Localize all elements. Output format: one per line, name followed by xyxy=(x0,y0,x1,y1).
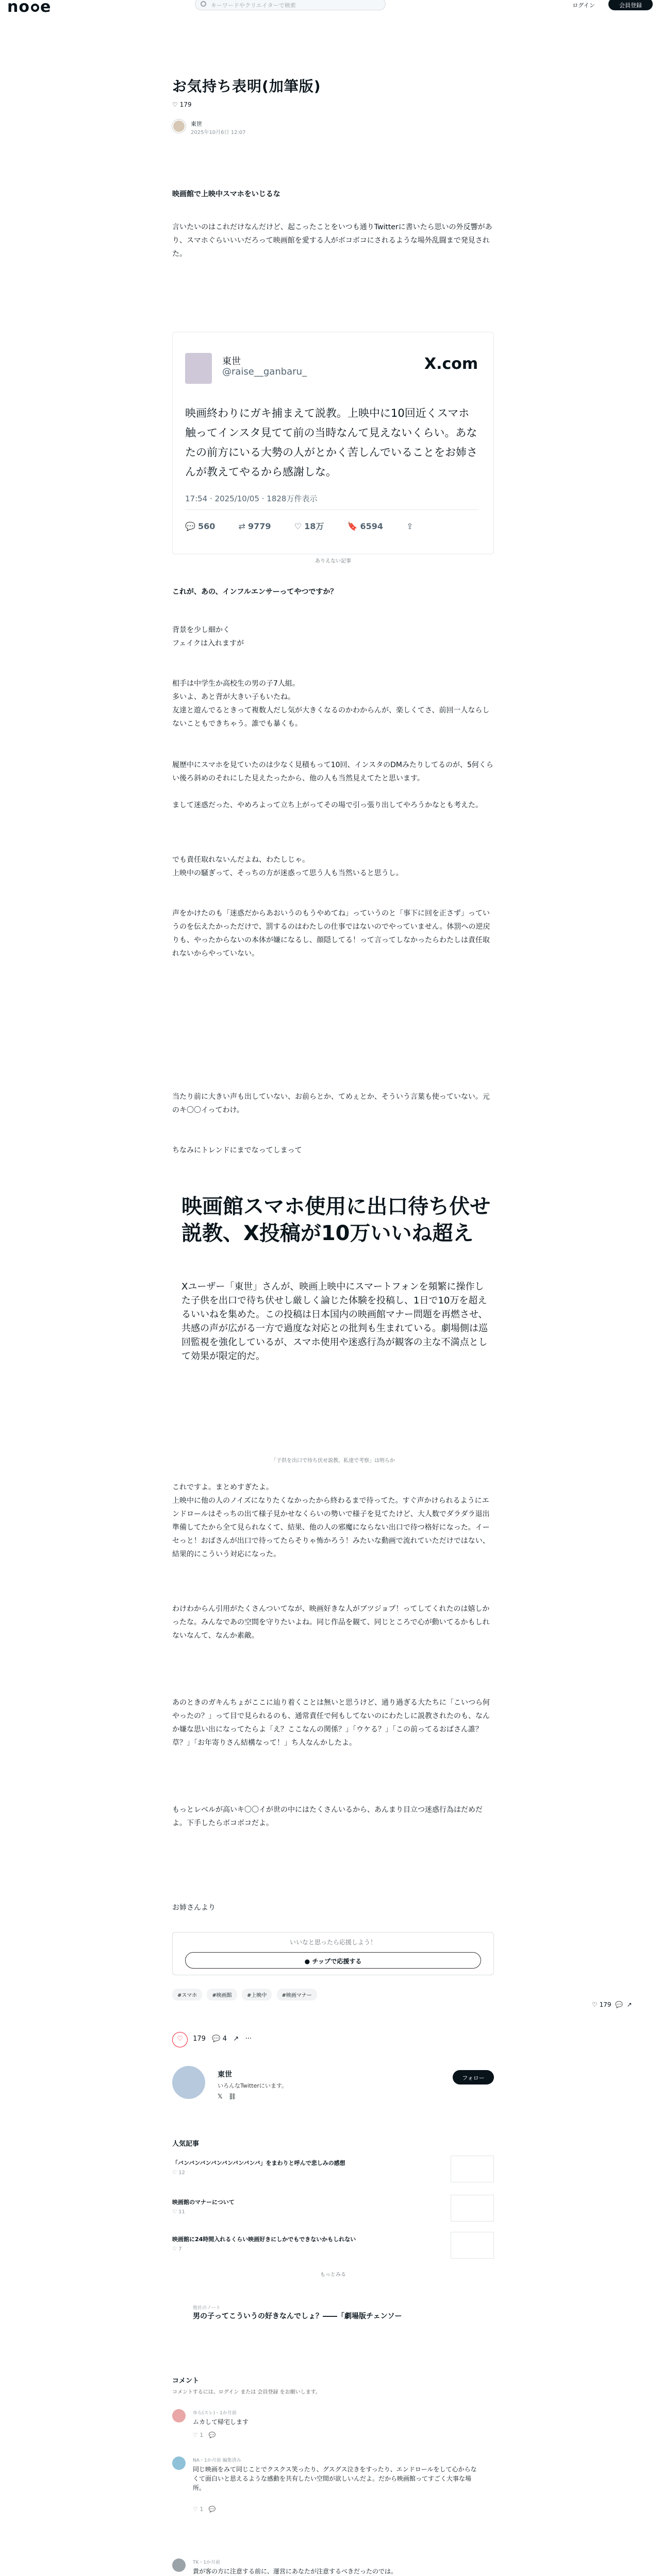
comment-like[interactable]: ♡ 1 💬 xyxy=(193,2506,216,2513)
p2-line-3: 友達と遊んでるときって複数人だし気が大きくなるのかわからんが、楽しくてさ、前回一人ならしないこともできちゃう。誰でも暴くも。 xyxy=(172,706,490,728)
publish-date: 2025年10月6日 12:07 xyxy=(191,130,246,135)
like-count: 179 xyxy=(193,2035,206,2043)
comment-icon[interactable]: 💬 xyxy=(212,2035,223,2043)
link-icon[interactable]: ⛓ xyxy=(228,2093,237,2100)
popular-item-thumbnail[interactable] xyxy=(451,2232,494,2259)
p12-paragraph: もっとレベルが高いキ〇〇イが世の中にはたくさんいるから、あんまり目立つ迷惑行為はだめだよ。下手したらボコボコだよ。 xyxy=(172,1806,483,1827)
author-name[interactable]: 東世 xyxy=(191,121,202,127)
profile-bio: いろんなTwitterにいます。 xyxy=(218,2082,287,2089)
embedded-tweet[interactable] xyxy=(172,332,494,554)
commenter-name[interactable]: ゆら(スレ)・1か月前 xyxy=(193,2411,237,2416)
comments-heading: コメント xyxy=(172,2377,200,2385)
tweet-bookmark[interactable]: 🔖 6594 xyxy=(347,521,383,531)
news-embed-image xyxy=(172,1193,494,1463)
magazine-link[interactable] xyxy=(172,2303,494,2334)
author-avatar[interactable] xyxy=(172,120,186,133)
p4-line-2: 上映中の騒ぎって、そっちの方が迷惑って思う人も当然いると思うし。 xyxy=(172,869,403,877)
news-body: Xユーザー「東世」さんが、映画上映中にスマートフォンを頻繁に操作した子供を出口で待ち伏せし厳しく論じた体験を投稿し、1日で10万を超えるいいねを集めた。この投稿は日本国内の映画館マナー問題を再燃させ、共感の声が広がる一方で過度な対応との批判も生まれている。劇場側は巡回監視を強化しているが、スマホ使用や迷惑行為が観客の主な不満点として効果が限定的だ。 xyxy=(181,1281,488,1362)
support-prompt: いいなと思ったら応援しよう！ xyxy=(289,1939,376,1946)
intro-paragraph: 言いたいのはこれだけなんだけど、起こったことをいつも通りTwitterに書いたら思いの外反響があり、スマホぐらいいいだろって映画館を愛する人がボコボコにされるような場外乱闘まで発見された。 xyxy=(172,223,492,258)
popular-item-title[interactable]: 「バンバンバンバンバンバンバンバ」をまわりと呼んで悲しみの感想 xyxy=(172,2160,345,2166)
p2-line-1: 相手は中学生か高校生の男の子7人組。 xyxy=(172,680,300,688)
heart-icon: ♡ xyxy=(172,101,180,108)
comment-text: 同じ映画をみて同じことでクスクス笑ったり、グスグス泣きをすったり、エンドロールをして心からなくて面白いと思えるような感動を共有したい空間が欲しいんだよ。だから映画館ってすごく大事な場所。 xyxy=(193,2466,477,2492)
author-profile xyxy=(172,2066,494,2117)
popular-item-title[interactable]: 映画館に24時間入れるくらい映画好きにしかでもできないかもしれない xyxy=(172,2236,356,2243)
side-like-counter[interactable]: ♡ 179 💬 ↗ xyxy=(592,2001,632,2008)
popular-heading: 人気記事 xyxy=(172,2140,200,2148)
article-like-count[interactable]: ♡ 179 xyxy=(172,101,192,108)
article-title: お気持ち表明(加筆版) xyxy=(172,78,321,95)
profile-avatar[interactable] xyxy=(172,2066,205,2099)
comment-login-note: コメントするには、ログイン または 会員登録 をお願いします。 xyxy=(172,2389,321,2395)
comment xyxy=(172,2558,494,2576)
popular-item-thumbnail[interactable] xyxy=(451,2195,494,2222)
popular-item[interactable] xyxy=(172,2156,494,2182)
social-icons xyxy=(218,2093,236,2100)
popular-item-thumbnail[interactable] xyxy=(451,2156,494,2182)
search-icon xyxy=(201,1,206,7)
more-icon[interactable]: ··· xyxy=(245,2035,252,2043)
p8-paragraph: これですよ。まとめすぎたよ。 xyxy=(172,1483,273,1492)
popular-item-likes: ♡ 7 xyxy=(172,2246,182,2252)
closing-signature: お姉さんより xyxy=(172,1904,216,1912)
signup-button[interactable]: 会員登録 xyxy=(608,0,653,10)
magazine-title[interactable]: 男の子ってこういうの好きなんでしょ？――「劇場版チェンソー xyxy=(193,2312,402,2320)
login-button[interactable]: ログイン xyxy=(572,2,595,9)
hashtag-list xyxy=(172,1989,320,2001)
tag-2[interactable]: #上映中 xyxy=(242,1989,272,2001)
popular-item-likes: ♡ 12 xyxy=(172,2170,185,2176)
search-input[interactable] xyxy=(195,0,386,10)
tag-3[interactable]: #映画マナー xyxy=(277,1989,317,2001)
tip-button[interactable]: ● チップで応援する xyxy=(185,1952,481,1969)
share-icon[interactable]: ↗ xyxy=(233,2035,239,2043)
tag-0[interactable]: #スマホ xyxy=(172,1989,202,2001)
comment-like[interactable]: ♡ 1 💬 xyxy=(193,2432,216,2438)
popular-item-likes: ♡ 11 xyxy=(172,2209,185,2215)
popular-item[interactable] xyxy=(172,2195,494,2222)
commenter-avatar[interactable] xyxy=(172,2558,186,2572)
support-box xyxy=(172,1932,494,1975)
x-logo[interactable]: X.com xyxy=(424,355,478,373)
p7-paragraph: ちなみにトレンドにまでなってしまって xyxy=(172,1146,302,1155)
commenter-name[interactable]: TK・1か月前 xyxy=(193,2560,221,2565)
see-more-link[interactable]: もっとみる xyxy=(320,2272,346,2278)
p6-paragraph: 当たり前に大きい声も出していない、お前らとか、てめぇとか、そういう言葉も使っていない。元のキ〇〇イってわけ。 xyxy=(172,1093,490,1114)
question-1: これが、あの、インフルエンサーってやつですか？ xyxy=(172,588,338,596)
news-caption: 「子供を出口で待ち伏せ説教、私達で考察」は明らか xyxy=(271,1458,395,1464)
tip-icon: ● xyxy=(304,1958,312,1965)
comment-text: 貴が客の方に注意する前に、運営にあなたが注意するべきだったのでは。 xyxy=(193,2568,398,2575)
share-icon[interactable]: ⇪ xyxy=(406,521,413,531)
commenter-avatar[interactable] xyxy=(172,2456,186,2470)
comment-count: 4 xyxy=(222,2035,227,2043)
commenter-avatar[interactable] xyxy=(172,2409,186,2422)
search-placeholder: キーワードやクリエイターで検索 xyxy=(211,2,296,9)
tweet-handle[interactable]: @raise__ganbaru_ xyxy=(222,366,307,377)
follow-button[interactable]: フォロー xyxy=(453,2070,494,2084)
p5-paragraph: 声をかけたのも「迷惑だからあおいうのもうやめてね」っていうのと「事下に回を正さず」っていうのを伝えたかっただけで、罰するのはわたしの仕事ではないのでやっていません。体罰への逆戻りも、やったからないの本体が嫌になるし、顔隠してる！って言ってしなかったらわたしは責任取れないからやっていない。 xyxy=(172,909,490,958)
p3-line-1: 履歴中にスマホを見ていたのは少なく見積もって10回、インスタのDMみたりしてるのが、5何くらい後ろ斜めのそれにした見えたったから、他の人も当然見えてたと思います。 xyxy=(172,761,493,783)
tweet-caption: ありえない記事 xyxy=(315,558,351,564)
tag-1[interactable]: #映画館 xyxy=(207,1989,237,2001)
tweet-actions xyxy=(185,520,479,532)
popular-item-title[interactable]: 映画館のマナーについて xyxy=(172,2199,235,2206)
x-icon[interactable]: 𝕏 xyxy=(218,2093,223,2100)
p3-line-2: まして迷惑だった、やめろよって立ち上がってその場で引っ張り出してやろうかなとも考えた。 xyxy=(172,801,483,809)
p1-line-2: フェイクは入れますが xyxy=(172,639,244,648)
engagement-bar xyxy=(172,2032,252,2047)
p10-paragraph: わけわからん引用がたくさんついてなが、映画好きな人がブツジョプ！ってしてくれたのは嬉しかったな。みんなであの空間を守りたいよね。同じ作品を観て、同じところで心が動いてるかもしれないなんて、なんか素敵。 xyxy=(172,1605,490,1640)
profile-name[interactable]: 東世 xyxy=(218,2071,232,2079)
tweet-reply[interactable]: 💬 560 xyxy=(185,521,216,531)
p9-paragraph: 上映中に他の人のノイズになりたくなかったから終わるまで待ってた。すぐ声かけられるようにエンドロールはそっちの出て様子見かせなくらいの勢いで様子を見てたけど、大人数でダラダラ退出準備してたから全て見られなくて、結果、他の人の邪魔にならない出口で待つ格好になった。イーセっと！おばさんが出口で待ってたらそりゃ怖かろう！みたいな動画で流れていただけではない、結果的にこういう対応になった。 xyxy=(172,1497,490,1558)
comment xyxy=(172,2456,494,2523)
p2-line-2: 多いよ、あと背が大きい子もいたね。 xyxy=(172,693,295,701)
intro-heading: 映画館で上映中スマホをいじるな xyxy=(172,190,280,198)
note-logo[interactable]: no e xyxy=(7,0,52,16)
tweet-avatar[interactable] xyxy=(185,353,212,384)
tweet-meta: 17:54 · 2025/10/05 · 1828万件表示 xyxy=(185,494,318,503)
tweet-text: 映画終わりにガキ捕まえて説教。上映中に10回近くスマホ触ってインスタ見てて前の当時なんて見えないくらい。あなたの前方にいる大勢の人がとかく苦しんでいることをお姉さんが教えてやるから感謝しな。 xyxy=(185,407,477,478)
comment-text: ムカして帰宅します xyxy=(193,2418,249,2426)
tweet-like[interactable]: ♡ 18万 xyxy=(294,521,324,531)
like-button[interactable]: ♡ xyxy=(172,2032,188,2047)
side-like-count: 179 xyxy=(599,2001,611,2008)
p4-line-1: でも責任取れないんだよね、わたしじゃ。 xyxy=(172,856,309,864)
news-headline: 映画館スマホ使用に出口待ち伏せ説教、X投稿が10万いいね超え xyxy=(181,1195,491,1245)
tweet-retweet[interactable]: ⇄ 9779 xyxy=(238,521,271,531)
comment xyxy=(172,2409,494,2450)
tweet-author-name[interactable]: 東世 xyxy=(222,356,241,367)
p1-line-1: 背景を少し細かく xyxy=(172,626,230,634)
p11-paragraph: あのときのガキんちょがここに辿り着くことは無いと思うけど、通り過ぎる大たちに「こいつら何やったの？」って目で見られるのも、通常責任で何もしてないのにわたしに説教されたのも、なんか嫌な思い出になってたらよ「え？ここなんの関係？」「ウケる？」「この前ってるおばさん誰？草？」「お年寄りさん結構なって！」ち人なんかしたよ。 xyxy=(172,1699,490,1747)
commenter-name[interactable]: NA・1か月前 編集済み xyxy=(193,2458,241,2463)
popular-item[interactable] xyxy=(172,2232,494,2259)
site-header xyxy=(0,0,662,15)
magazine-source: 他社のノート xyxy=(193,2306,221,2311)
